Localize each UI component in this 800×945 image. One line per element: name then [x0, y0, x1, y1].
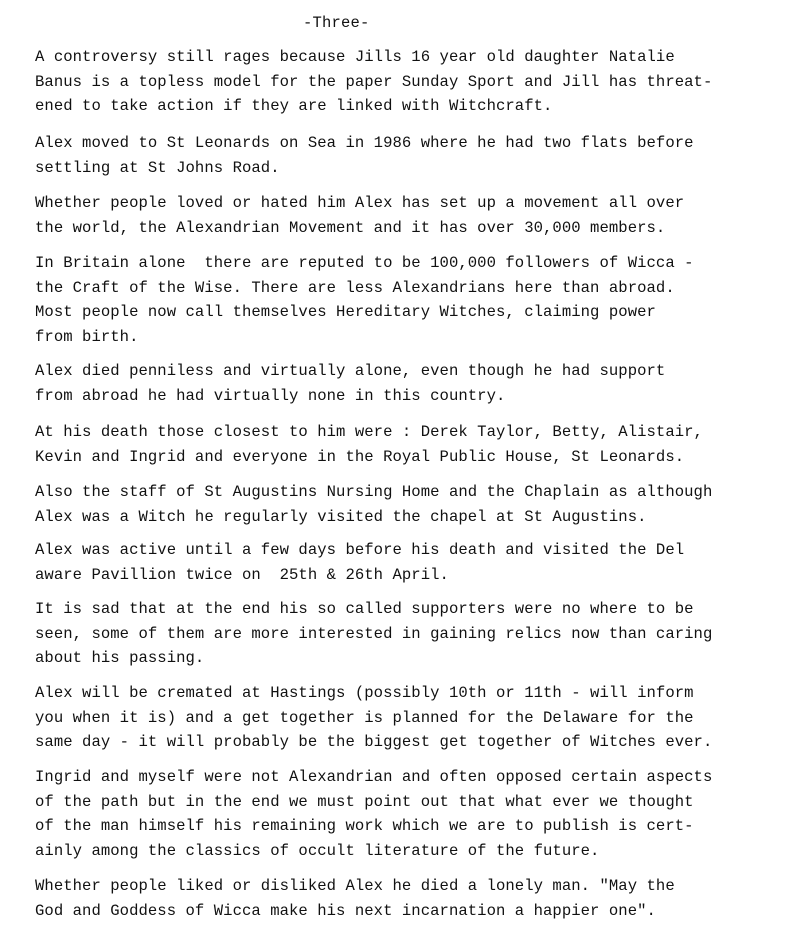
text-line: At his death those closest to him were : Derek Taylor, Betty, Alistair,: [35, 423, 703, 441]
paragraph-controversy: [35, 45, 795, 119]
paragraph-ingrid: [35, 765, 795, 863]
text-line: seen, some of them are more interested in gaining relics now than caring: [35, 624, 713, 643]
text-line: about his passing.: [35, 649, 205, 667]
paragraph-penniless: [35, 359, 795, 408]
paragraph-active: [35, 538, 795, 587]
text-line: In Britain alone there are reputed to be 100,000 followers of Wicca -: [35, 254, 694, 272]
text-line: Also the staff of St Augustins Nursing Home and the Chaplain as although: [35, 483, 713, 501]
text-line: A controversy still rages because Jills 16 year old daughter Natalie: [35, 48, 675, 66]
paragraph-cremated: [35, 681, 795, 755]
text-line: Whether people loved or hated him Alex has set up a movement all over: [35, 194, 685, 212]
text-line: Banus is a topless model for the paper Sunday Sport and Jill has threat-: [35, 72, 713, 91]
paragraph-closest: [35, 420, 795, 469]
text-line: the world, the Alexandrian Movement and it has over 30,000 members.: [35, 218, 666, 237]
text-line: settling at St Johns Road.: [35, 158, 280, 177]
paragraph-supporters: [35, 597, 795, 671]
text-line: Alex died penniless and virtually alone, even though he had support: [35, 362, 666, 380]
text-line: of the man himself his remaining work which we are to publish is cert-: [35, 817, 694, 835]
text-line: you when it is) and a get together is planned for the Delaware for the: [35, 708, 694, 727]
text-line: Kevin and Ingrid and everyone in the Royal Public House, St Leonards.: [35, 447, 685, 466]
text-line: Alex was active until a few days before his death and visited the Del: [35, 541, 685, 559]
text-line: Most people now call themselves Hereditary Witches, claiming power: [35, 303, 656, 321]
text-line: from abroad he had virtually none in this country.: [35, 386, 506, 405]
text-line: Alex moved to St Leonards on Sea in 1986 where he had two flats before: [35, 134, 694, 152]
paragraph-moved: [35, 131, 795, 180]
text-line: Alex will be cremated at Hastings (possibly 10th or 11th - will inform: [35, 684, 694, 702]
text-line: aware Pavillion twice on 25th & 26th April.: [35, 565, 449, 584]
text-line: God and Goddess of Wicca make his next incarnation a happier one".: [35, 901, 656, 920]
text-line: ened to take action if they are linked with Witchcraft.: [35, 97, 553, 115]
paragraph-britain: [35, 251, 795, 349]
text-line: Whether people liked or disliked Alex he died a lonely man. "May the: [35, 877, 675, 895]
text-line: ainly among the classics of occult literature of the future.: [35, 841, 600, 860]
text-line: Alex was a Witch he regularly visited the chapel at St Augustins.: [35, 507, 647, 526]
paragraph-movement: [35, 191, 795, 240]
text-line: from birth.: [35, 327, 139, 346]
text-line: same day - it will probably be the biggest get together of Witches ever.: [35, 733, 713, 751]
text-line: Ingrid and myself were not Alexandrian and often opposed certain aspects: [35, 768, 713, 786]
text-line: the Craft of the Wise. There are less Alexandrians here than abroad.: [35, 278, 675, 297]
paragraph-staff: [35, 480, 795, 529]
paragraph-lonely: [35, 874, 795, 923]
text-line: It is sad that at the end his so called supporters were no where to be: [35, 600, 694, 618]
page-number-header: -Three-: [303, 14, 370, 32]
text-line: of the path but in the end we must point out that what ever we thought: [35, 792, 694, 811]
